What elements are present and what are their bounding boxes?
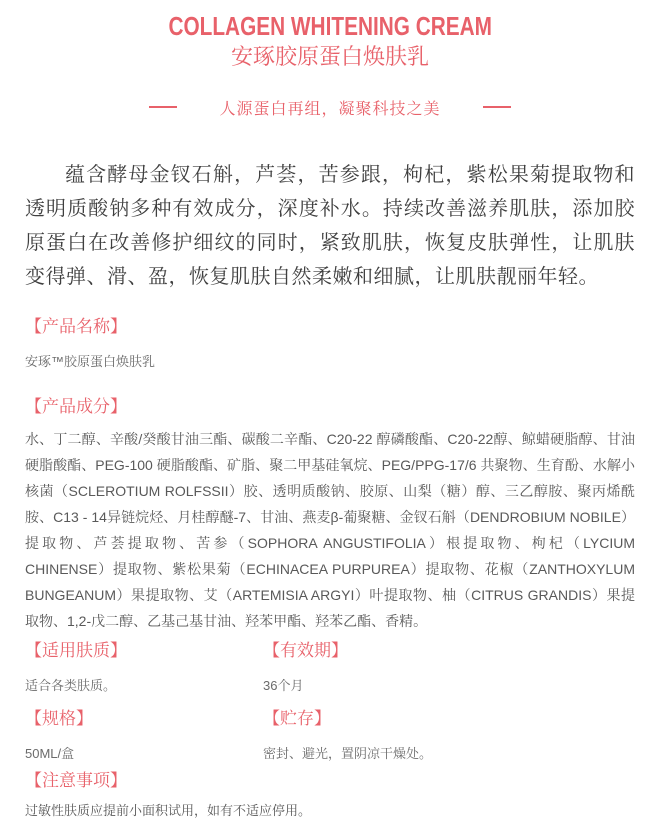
section-notes	[25, 772, 635, 819]
section-shelf-life	[263, 642, 635, 694]
spec-grid	[25, 642, 635, 762]
product-title-en: COLLAGEN WHITENING CREAM	[168, 11, 492, 41]
tagline-text: 人源蛋白再组，凝聚科技之美	[219, 100, 441, 118]
section-spec-value: 50ML/盒	[25, 746, 75, 761]
product-header	[0, 0, 660, 116]
section-storage	[263, 710, 635, 762]
section-spec-label: 【规格】	[25, 709, 93, 728]
section-storage-value: 密封、避光，置阴凉干燥处。	[263, 746, 433, 761]
intro-paragraph: 蕴含酵母金钗石斛，芦荟，苦参跟，枸杞，紫松果菊提取物和透明质酸钠多种有效成分，深度补水。持续改善滋养肌肤，添加胶原蛋白在改善修护细纹的同时，紧致肌肤，恢复皮肤弹性，让肌肤变得弹、滑、盈，恢复肌肤自然柔嫩和细腻，让肌肤靓丽年轻。	[25, 164, 635, 288]
product-content	[0, 158, 660, 819]
section-skin-type-label: 【适用肤质】	[25, 641, 127, 660]
section-ingredients-value: 水、丁二醇、辛酸/癸酸甘油三酯、碳酸二辛酯、C20-22 醇磷酸酯、C20-22醇、鲸蜡硬脂醇、甘油硬脂酸酯、PEG-100 硬脂酸酯、矿脂、聚二甲基硅氧烷、PEG/PPG-17/6 共聚物、生育酚、水解小核菌（SCLEROTIUM ROLFSSII）胶、透明质酸钠、胶原、山梨（糖）醇、三乙醇胺、聚丙烯酰胺、C13 - 14异链烷烃、月桂醇醚-7、甘油、燕麦β-葡聚糖、金钗石斛（DENDROBIUM NOBILE）提取物、芦荟提取物、苦参（SOPHORA ANGUSTIFOLIA）根提取物、枸杞（LYCIUM CHINENSE）提取物、紫松果菊（ECHINACEA PURPUREA）提取物、花椒（ZANTHOXYLUM BUNGEANUM）果提取物、艾（ARTEMISIA ARGYI）叶提取物、柚（CITRUS GRANDIS）果提取物、1,2-戊二醇、乙基己基甘油、羟苯甲酯、羟苯乙酯、香精。	[25, 431, 635, 629]
tagline-right-dash	[483, 106, 511, 108]
section-shelf-life-value: 36个月	[263, 678, 304, 693]
tagline-left-dash	[149, 106, 177, 108]
section-spec	[25, 710, 263, 762]
section-notes-label: 【注意事项】	[25, 771, 127, 790]
section-shelf-life-label: 【有效期】	[263, 641, 348, 660]
section-notes-value: 过敏性肤质应提前小面积试用，如有不适应停用。	[25, 803, 312, 818]
section-ingredients-label: 【产品成分】	[25, 397, 127, 416]
tagline	[0, 98, 660, 116]
section-product-name-value: 安琢™胶原蛋白焕肤乳	[25, 354, 156, 369]
section-skin-type	[25, 642, 263, 694]
section-product-name-label: 【产品名称】	[25, 317, 127, 336]
section-product-name	[25, 318, 635, 370]
section-skin-type-value: 适合各类肤质。	[25, 678, 117, 693]
product-title-zh: 安琢胶原蛋白焕肤乳	[230, 44, 429, 69]
section-storage-label: 【贮存】	[263, 709, 331, 728]
section-ingredients	[25, 398, 635, 634]
